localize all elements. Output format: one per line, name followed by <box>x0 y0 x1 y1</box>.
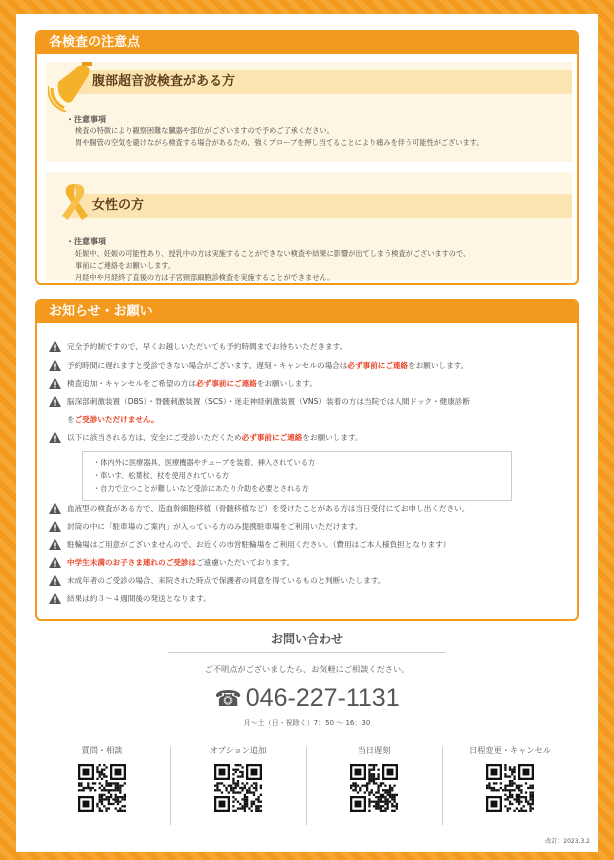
phone-icon: ☎ <box>214 686 242 711</box>
notice-item <box>49 593 211 604</box>
women-note-label: ・注意事項 <box>66 237 106 246</box>
qr-divider <box>442 747 443 825</box>
condition-item: ・車いす、松葉杖、杖を使用されている方 <box>93 471 229 480</box>
notice-text: 検査追加・キャンセルをご希望の方は <box>67 379 197 388</box>
qr-code-icon[interactable] <box>78 764 126 812</box>
women-block <box>46 172 572 280</box>
notice-warning-text: 必ず事前にご連絡 <box>347 361 409 370</box>
qr-divider <box>306 747 307 825</box>
warning-icon <box>49 432 61 443</box>
notice-text: 脳深部刺激装置（DBS）・脊髄刺激装置（SCS）・迷走神経刺激装置（VNS）装着の方は当院では人間ドック・健康診断 <box>67 397 470 406</box>
women-note-line-2: 事前にご連絡をお願いします。 <box>75 261 176 270</box>
warning-icon <box>49 521 61 532</box>
phone-text: 046-227-1131 <box>245 684 400 712</box>
women-note-line-3: 月経中や月経終了直後の方は子宮頸部細胞診検査を実施することができません。 <box>75 273 335 282</box>
notice-item <box>49 575 385 586</box>
notice-text: 結果は約３～４週間後の発送となります。 <box>67 594 211 603</box>
ribbon-icon <box>60 180 90 222</box>
document-sheet <box>16 14 598 852</box>
cautions-heading: 各検査の注意点 <box>37 32 577 54</box>
notice-text: 以下に該当される方は、安全にご受診いただくため <box>67 433 242 442</box>
conditions-box <box>82 451 512 501</box>
condition-item: ・体内外に医療器具、医療機器やチューブを装着、挿入されている方 <box>93 458 316 467</box>
notice-text: 予約時間に遅れますと受診できない場合がございます。遅刻・キャンセルの場合は <box>67 361 348 370</box>
notice-item <box>49 360 468 371</box>
condition-item: ・自力で立つことが難しいなど受診にあたり介助を必要とされる方 <box>93 484 309 493</box>
warning-icon <box>49 360 61 371</box>
notice-item <box>49 396 470 407</box>
notice-item <box>49 503 469 514</box>
warning-icon <box>49 539 61 550</box>
dbs-continuation <box>67 414 159 425</box>
qr-code-icon[interactable] <box>486 764 534 812</box>
notice-item <box>49 521 363 532</box>
notice-text-after: をお願いします。 <box>302 433 363 442</box>
notice-text-after: をお願いします。 <box>408 361 469 370</box>
qr-column <box>442 745 578 816</box>
warning-icon <box>49 557 61 568</box>
notice-text: 駐輪場はご用意がございませんので、お近くの市営駐輪場をご利用ください。（費用はご本人様負担となります） <box>67 540 451 549</box>
contact-message: ご不明点がございましたら、お気軽にご相談ください。 <box>204 664 410 674</box>
warning-icon <box>49 503 61 514</box>
warning-icon <box>49 396 61 407</box>
ultrasound-note-line-1: 検査の特徴により観察困難な臓器や部位がございますので予めご了承ください。 <box>75 126 334 135</box>
dbs-continuation-warning: ご受診いただけません。 <box>74 415 159 424</box>
qr-column <box>170 745 306 816</box>
notice-text: 未成年者のご受診の場合、来院された時点で保護者の同意を得ているものと判断いたします。 <box>67 576 386 585</box>
notices-heading: お知らせ・お願い <box>37 301 577 323</box>
dbs-continuation-text: を <box>67 415 75 424</box>
notice-text: 完全予約制ですので、早くお越しいただいても予約時間までお待ちいただきます。 <box>67 342 348 351</box>
notice-item <box>49 341 347 352</box>
qr-code-icon[interactable] <box>214 764 262 812</box>
qr-label: オプション追加 <box>209 745 267 755</box>
notice-item <box>49 432 363 443</box>
notice-warning-text: 必ず事前にご連絡 <box>241 433 303 442</box>
qr-column <box>34 745 170 816</box>
qr-label: 当日遅刻 <box>357 745 391 755</box>
warning-icon <box>49 341 61 352</box>
notice-text-after: ご遠慮いただいております。 <box>196 558 295 567</box>
qr-label: 質問・相談 <box>81 745 123 755</box>
women-title-bar <box>71 194 572 218</box>
ultrasound-title: 腹部超音波検査がある方 <box>92 74 236 89</box>
notice-warning-text: 必ず事前にご連絡 <box>196 379 257 388</box>
cautions-panel <box>35 30 579 285</box>
women-note-line-1: 妊娠中、妊娠の可能性あり、授乳中の方は実施することができない検査や結果に影響が出てしまう検査がございますので、 <box>75 249 471 258</box>
qr-divider <box>170 747 171 825</box>
notice-text: 血液型の検査がある方で、造血幹細胞移植（骨髄移植など）を受けたことがある方は当日受付にてお申し出ください。 <box>67 504 470 513</box>
ultrasound-probe-icon <box>48 62 98 112</box>
qr-label: 日程変更・キャンセル <box>469 745 551 755</box>
divider <box>168 652 446 653</box>
qr-code-icon[interactable] <box>350 764 398 812</box>
ultrasound-block <box>46 62 572 162</box>
contact-title: お問い合わせ <box>270 632 343 646</box>
notice-text-after: をお願いします。 <box>256 379 317 388</box>
women-title: 女性の方 <box>92 198 145 213</box>
notice-text: 封筒の中に「駐車場のご案内」が入っている方のみ提携駐車場をご利用いただけます。 <box>67 522 363 531</box>
warning-icon <box>49 575 61 586</box>
notice-item <box>49 539 450 550</box>
notice-item <box>49 378 317 389</box>
business-hours: 月〜土（日・祝除く）7：50 〜 16：30 <box>243 719 371 727</box>
notice-item <box>49 557 294 568</box>
ultrasound-note-label: ・注意事項 <box>66 115 106 124</box>
phone-number[interactable] <box>16 684 598 713</box>
ultrasound-note-line-2: 胃や腸管の空気を避けながら検査する場合があるため、強くプローブを押し当てることにより痛みを伴う可能性がございます。 <box>75 138 484 147</box>
warning-icon <box>49 378 61 389</box>
notice-warning-text: 中学生未満のお子さま連れのご受診は <box>67 558 197 567</box>
notices-panel <box>35 299 579 621</box>
warning-icon <box>49 593 61 604</box>
revision-date: 改訂：2023.3.2 <box>545 838 590 845</box>
qr-column <box>306 745 442 816</box>
